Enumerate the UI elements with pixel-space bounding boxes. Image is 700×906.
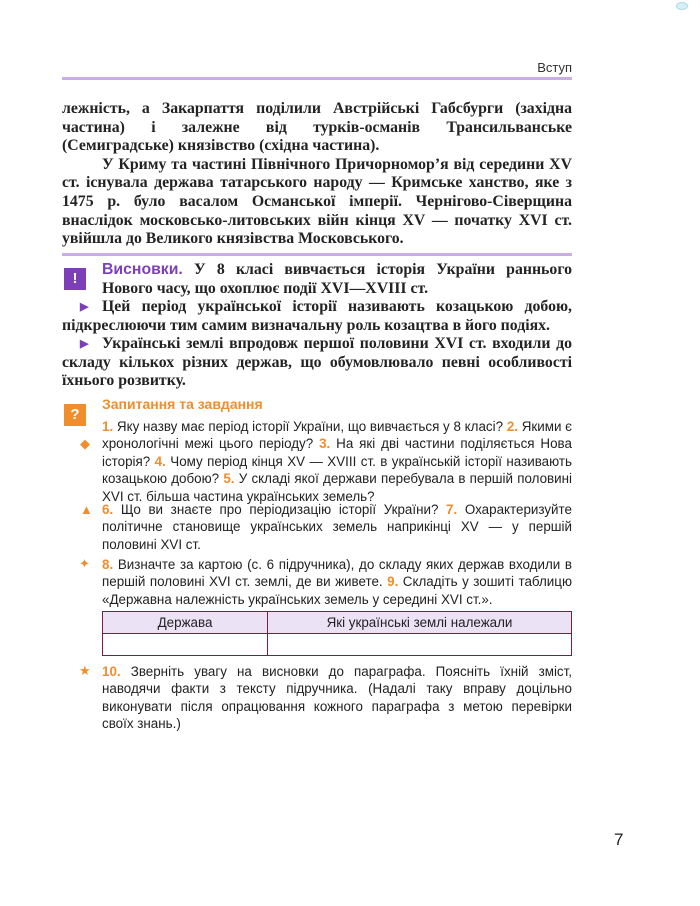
task-table bbox=[102, 611, 572, 656]
arrow-bullet-icon: ▶ bbox=[80, 338, 89, 350]
intro-paragraph-1: лежність, а Закарпаття поділили Австрійські Габсбурги (західна частина) і залежне від турків-османів Трансильванське (Семиградське) князівство (східна частина). bbox=[62, 100, 572, 155]
question-text: Охарактеризуйте політичне становище українських земель наприкінці XV — у першій половині XVI ст. bbox=[102, 502, 572, 552]
question-text: Що ви знаєте про періодизацію історії України? bbox=[120, 502, 439, 517]
page-number: 7 bbox=[614, 830, 624, 849]
question-text: У складі якої держави перебувала в першій половині XVI ст. більша частина українських земель? bbox=[102, 471, 572, 504]
corner-mark bbox=[676, 2, 688, 10]
conclusions-block bbox=[102, 261, 572, 298]
intro-paragraph-2: У Криму та частині Північного Причорномор’я від середини XV ст. існувала держава татарського народу — Кримське ханство, яке з 1475 р. було васалом Османської імперії. Чернігово-Сіверщина внаслідок московсько-литовських війн кінця XV — початку XVI ст. увійшла до Великого князівства Московського. bbox=[62, 155, 572, 248]
arrow-bullet-icon: ▶ bbox=[80, 301, 89, 313]
question-number: 7. bbox=[446, 502, 458, 517]
exclamation-icon: ! bbox=[64, 268, 86, 290]
question-number: 5. bbox=[223, 471, 235, 487]
intro-text bbox=[62, 100, 572, 249]
questions-group-2 bbox=[102, 501, 572, 553]
conclusions-paragraph-2: Цей період української історії називають козацькою добою, підкреслюючи тим самим визначальну роль козацтва в його подіях. bbox=[62, 298, 572, 334]
question-icon: ? bbox=[64, 404, 86, 426]
cross-star-level-icon: ✦ bbox=[79, 556, 90, 571]
question-text: На які дві частини поділяється Нова історія? bbox=[102, 436, 572, 469]
question-text: Зверніть увагу на висновки до параграфа. Поясніть їхній зміст, наводячи факти з тексту підручника. (Надалі таку вправу доцільно виконувати після опрацювання кожного параграфа з метою перевірки своїх знань.) bbox=[102, 664, 572, 732]
table-cell bbox=[103, 634, 268, 656]
header-divider bbox=[62, 77, 572, 80]
conclusions-title: Висновки. bbox=[102, 261, 183, 278]
conclusions-paragraph-1: У 8 класі вивчається історія України раннього Нового часу, що охоплює події XVI—XVIII ст. bbox=[102, 261, 572, 297]
questions-title: Запитання та завдання bbox=[102, 396, 263, 412]
conclusions-divider bbox=[62, 253, 572, 256]
star-level-icon: ★ bbox=[79, 663, 91, 678]
question-number: 4. bbox=[154, 453, 166, 469]
question-text: Якими є хронологічні межі цього періоду? bbox=[102, 419, 572, 452]
table-cell bbox=[268, 634, 572, 656]
question-text: Складіть у зошиті таблицю «Державна належність українських земель у середині XVI ст.». bbox=[102, 574, 572, 607]
question-number: 2. bbox=[506, 419, 518, 434]
questions-group-4 bbox=[102, 663, 572, 733]
question-number: 6. bbox=[102, 502, 114, 517]
conclusions-points bbox=[62, 298, 572, 391]
diamond-level-icon: ◆ bbox=[80, 436, 90, 451]
question-text: Чому період кінця XV — XVIII ст. в українській історії називають козацькою добою? bbox=[102, 453, 572, 487]
question-text: Яку назву має період історії України, що вивчається у 8 класі? bbox=[116, 419, 504, 434]
table-header-lands: Які українські землі належали bbox=[268, 612, 572, 634]
question-number: 3. bbox=[319, 436, 331, 452]
question-number: 9. bbox=[387, 574, 399, 590]
question-text: Визначте за картою (с. 6 підручника), до складу яких держав входили в першій половині XVI ст. землі, де ви живете. bbox=[102, 557, 572, 590]
question-number: 8. bbox=[102, 557, 114, 572]
question-number: 1. bbox=[102, 419, 114, 434]
section-title: Вступ bbox=[537, 60, 572, 75]
triangle-level-icon: ▲ bbox=[80, 502, 93, 517]
table-header-state: Держава bbox=[103, 612, 268, 634]
conclusions-paragraph-3: Українські землі впродовж першої половини XVI ст. входили до складу кількох різних держав, що обумовлювало певні особливості їхнього розвитку. bbox=[62, 335, 572, 390]
questions-group-3 bbox=[102, 556, 572, 608]
question-number: 10. bbox=[102, 664, 121, 679]
questions-group-1 bbox=[102, 418, 572, 505]
